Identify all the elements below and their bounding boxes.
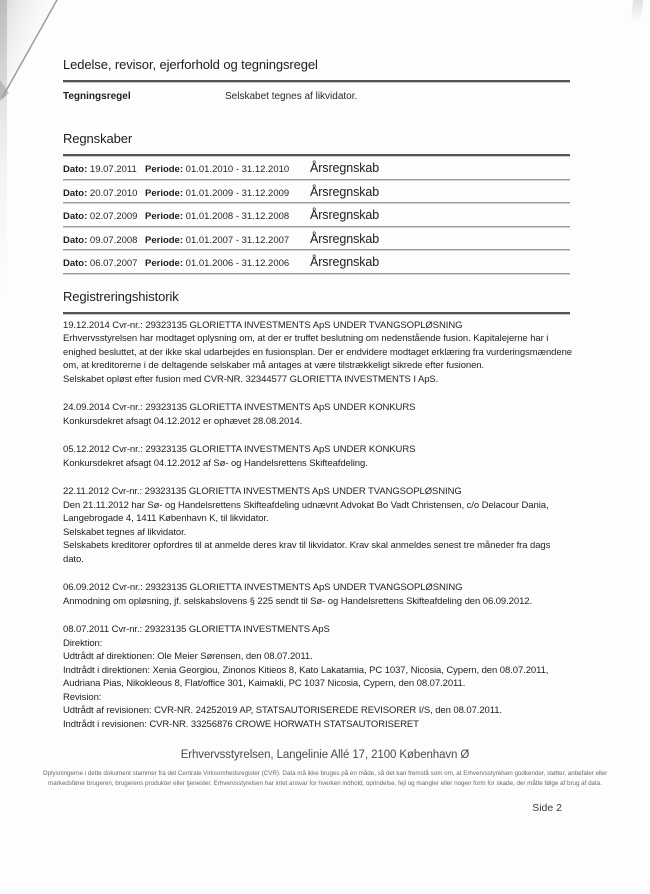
periode-label: Periode: bbox=[145, 187, 184, 199]
tegningsregel-row bbox=[63, 90, 577, 103]
dato-cell bbox=[63, 188, 145, 199]
periode-cell bbox=[145, 211, 310, 222]
history-entries bbox=[63, 319, 577, 732]
dato-value: 20.07.2010 bbox=[89, 187, 138, 199]
entry-heading: 06.09.2012 Cvr-nr.: 29323135 GLORIETTA INVESTMENTS ApS UNDER TVANGSOPLØSNING bbox=[63, 582, 463, 593]
section-title-registreringshistorik: Registreringshistorik bbox=[63, 288, 179, 304]
document-type: Årsregnskab bbox=[310, 208, 380, 222]
dato-label: Dato: bbox=[63, 234, 88, 246]
section-regnskaber bbox=[63, 131, 577, 274]
table-row bbox=[63, 180, 570, 204]
entry-paragraph: Anmodning om opløsning, jf. selskabslovens § 225 sendt til Sø- og Handelsrettens Skifteafdeling den 06.09.2012. bbox=[63, 595, 533, 607]
history-entry bbox=[63, 319, 577, 387]
periode-cell bbox=[145, 188, 310, 199]
entry-paragraph: Indtrådt i direktionen: Xenia Georgiou, Zinonos Kitieos 8, Kato Lakatamia, PC 1037, Nicosia, Cypern, den 08.07.2011, Audriana Pias, Nikokleous 8, Flat/office 301, Kaimakli, PC 1037 Nicosia, Cypern, den 08.07.2011. bbox=[63, 664, 549, 689]
entry-paragraph: Konkursdekret afsagt 04.12.2012 er ophævet 28.08.2014. bbox=[63, 415, 303, 427]
entry-paragraph: Direktion: bbox=[63, 637, 103, 649]
periode-label: Periode: bbox=[145, 258, 184, 269]
periode-value: 01.01.2009 - 31.12.2009 bbox=[185, 187, 290, 199]
entry-heading: 05.12.2012 Cvr-nr.: 29323135 GLORIETTA INVESTMENTS ApS UNDER KONKURS bbox=[63, 444, 416, 455]
entry-paragraph: Udtrådt af direktionen: Ole Meier Sørensen, den 08.07.2011. bbox=[63, 651, 313, 662]
periode-cell bbox=[145, 164, 310, 175]
entry-paragraph: Indtrådt i revisionen: CVR-NR. 33256876 CROWE HORWATH STATSAUTORISERET bbox=[63, 718, 419, 730]
history-entry bbox=[63, 443, 577, 470]
entry-heading: 19.12.2014 Cvr-nr.: 29323135 GLORIETTA INVESTMENTS ApS UNDER TVANGSOPLØSNING bbox=[63, 319, 463, 331]
entry-paragraph: Selskabet tegnes af likvidator. bbox=[63, 526, 187, 538]
dato-label: Dato: bbox=[63, 258, 88, 269]
table-row bbox=[63, 203, 570, 227]
periode-label: Periode: bbox=[145, 164, 184, 175]
document-type: Årsregnskab bbox=[310, 161, 380, 175]
table-row bbox=[63, 156, 570, 180]
periode-value: 01.01.2007 - 31.12.2007 bbox=[185, 234, 290, 246]
periode-cell bbox=[145, 235, 310, 246]
entry-heading: 08.07.2011 Cvr-nr.: 29323135 GLORIETTA INVESTMENTS ApS bbox=[63, 624, 330, 635]
tegningsregel-value: Selskabet tegnes af likvidator. bbox=[225, 91, 358, 102]
document-type: Årsregnskab bbox=[310, 255, 380, 269]
section-title-regnskaber: Regnskaber bbox=[63, 131, 133, 146]
entry-heading: 22.11.2012 Cvr-nr.: 29323135 GLORIETTA INVESTMENTS ApS UNDER TVANGSOPLØSNING bbox=[63, 486, 462, 497]
dato-cell bbox=[63, 235, 145, 246]
dato-cell bbox=[63, 211, 145, 222]
table-row bbox=[63, 227, 570, 251]
dato-label: Dato: bbox=[63, 211, 88, 222]
history-entry bbox=[63, 623, 577, 731]
divider bbox=[63, 312, 570, 314]
history-entry bbox=[63, 401, 577, 428]
authority-address: Erhvervsstyrelsen, Langelinie Allé 17, 2100 København Ø bbox=[180, 749, 470, 761]
dato-label: Dato: bbox=[63, 187, 88, 199]
periode-label: Periode: bbox=[145, 211, 184, 222]
table-row bbox=[63, 250, 570, 274]
page-footer bbox=[0, 749, 650, 814]
page-number: Side 2 bbox=[532, 802, 562, 814]
periode-value: 01.01.2006 - 31.12.2006 bbox=[185, 258, 290, 269]
tegningsregel-label: Tegningsregel bbox=[63, 91, 131, 102]
dato-label: Dato: bbox=[63, 164, 88, 175]
dato-value: 02.07.2009 bbox=[89, 211, 138, 222]
entry-paragraph: Selskabet opløst efter fusion med CVR-NR. 32344577 GLORIETTA INVESTMENTS I ApS. bbox=[63, 373, 439, 385]
history-entry bbox=[63, 581, 577, 608]
document-type: Årsregnskab bbox=[310, 231, 380, 246]
document-type: Årsregnskab bbox=[310, 184, 380, 199]
periode-value: 01.01.2010 - 31.12.2010 bbox=[185, 164, 290, 175]
section-ledelse bbox=[63, 57, 577, 103]
entry-paragraph: Konkursdekret afsagt 04.12.2012 af Sø- og Handelsrettens Skifteafdeling. bbox=[63, 457, 368, 469]
periode-label: Periode: bbox=[145, 234, 184, 246]
entry-paragraph: Revision: bbox=[63, 691, 102, 703]
entry-paragraph: Erhvervsstyrelsen har modtaget oplysning om, at der er truffet beslutning om nedenstående fusion. Kapitalejerne har i enighed besluttet, at der ikke skal udarbejdes en fusionsplan. Der er endvidere modtaget erklæring fra vurderingsmændene om, at kreditorerne i de deltagende selskaber må antages at være tilstrækkeligt sikrede efter fusionen. bbox=[63, 333, 572, 371]
divider bbox=[63, 80, 570, 82]
periode-value: 01.01.2008 - 31.12.2008 bbox=[185, 211, 290, 222]
dato-value: 19.07.2011 bbox=[89, 164, 137, 175]
entry-paragraph: Selskabets kreditorer opfordres til at anmelde deres krav til likvidator. Krav skal anmeldes senest tre måneder fra dags dato. bbox=[63, 540, 551, 565]
dato-value: 06.07.2007 bbox=[89, 258, 138, 269]
entry-paragraph: Udtrådt af revisionen: CVR-NR. 24252019 AP, STATSAUTORISEREDE REVISORER I/S, den 08.07.2011. bbox=[63, 705, 502, 716]
dato-cell bbox=[63, 164, 145, 175]
history-entry bbox=[63, 485, 577, 566]
entry-paragraph: Den 21.11.2012 har Sø- og Handelsrettens Skifteafdeling udnævnt Advokat Bo Vadt Christensen, c/o Delacour Dania, Langebrogade 4, 1411 København K, til likvidator. bbox=[63, 499, 549, 524]
dato-cell bbox=[63, 258, 145, 269]
section-registreringshistorik bbox=[63, 289, 577, 732]
scan-mark-top-right bbox=[631, 0, 643, 22]
dato-value: 09.07.2008 bbox=[89, 234, 138, 246]
section-title-ledelse: Ledelse, revisor, ejerforhold og tegningsregel bbox=[63, 57, 318, 72]
entry-heading: 24.09.2014 Cvr-nr.: 29323135 GLORIETTA INVESTMENTS ApS UNDER KONKURS bbox=[63, 402, 416, 413]
periode-cell bbox=[145, 258, 310, 269]
disclaimer-text: Oplysningerne i dette dokument stammer fra det Centrale Virksomhedsregister (CVR). Data må ikke bruges på en måde, så det kan fremstå som om, at Erhvervsstyrelsen godkender, støtter, anbefaler eller markedsfører brugeren, brugerens produkter eller tjenester. Erhvervsstyrelsen har intet ansvar for hverken indhold, oprindelse, fejl og mangler eller nogen form for skade, der måtte følge af brug af data. bbox=[42, 770, 608, 787]
